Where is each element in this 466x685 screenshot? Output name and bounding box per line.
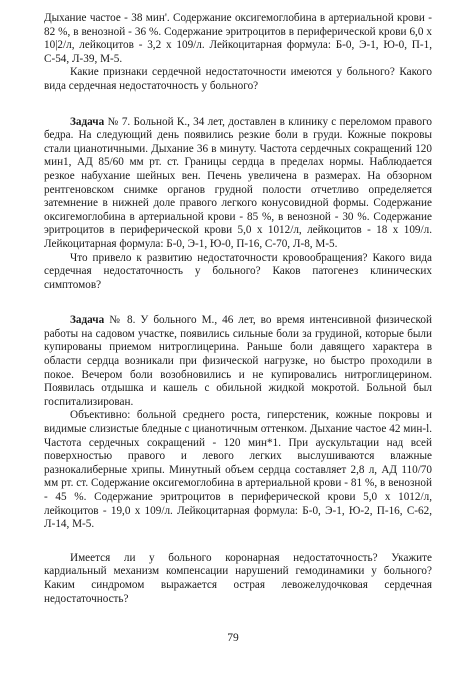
document-page [44, 12, 432, 606]
task-7-number: № 7. [107, 115, 131, 128]
page-number: 79 [227, 632, 239, 644]
task-7-question: Что привело к развитию недостаточности кровообращения? Какого вида сердечная недостаточность у больного? Каков патогенез клинических симптомов? [44, 251, 432, 291]
task-8-question: Имеется ли у больного коронарная недостаточность? Укажите кардиальный механизм компенсации нарушений гемодинамики у больного? Каким синдромом выражается острая левожелудочковая сердечная недостаточность? [44, 551, 432, 605]
task-7-label: Задача [70, 115, 105, 128]
spacer [44, 532, 432, 552]
spacer [44, 292, 432, 314]
task-7-paragraph [44, 116, 432, 252]
continuation-question: Какие признаки сердечной недостаточности имеются у больного? Какого вида сердечная недостаточность у больного? [44, 66, 432, 92]
continuation-paragraph: Дыхание частое - 38 мин'. Содержание оксигемоглобина в артериальной крови - 82 %, в венозной - 36 %. Содержание эритроцитов в периферической крови 6,0 х 10|2/л, лейкоцитов - 3,2 х 109/л. Лейкоцитарная формула: Б-0, Э-1, Ю-0, П-1, С-54, Л-39, М-5. [44, 12, 432, 65]
task-8-label: Задача [70, 314, 105, 327]
task-8-number: № 8. [109, 314, 136, 327]
task-7-text: Больной К., 34 лет, доставлен в клинику с переломом правого бедра. На следующий день появились резкие боли в груди. Кожные покровы стали цианотичными. Дыхание 36 в минуту. Частота сердечных сокращений 120 мин1, АД 85/60 мм рт. ст. Границы сердца в пределах нормы. Наблюдается резкое набухание шейных вен. Печень увеличена в размерах. На обзорном рентгеновском снимке органов грудной полости отчетливо определяется затемнение в нижней доле правого легкого конусовидной формы. Содержание оксигемоглобина в артериальной крови - 85 %, в венозной - 30 %. Содержание эритроцитов в периферической крови 5,0 х 1012/л, лейкоцитов - 18 х 109/л. Лейкоцитарная формула: Б-0, Э-1, Ю-0, П-16, С-70, Л-8, М-5. [44, 115, 433, 250]
task-8-objective: Объективно: больной среднего роста, гиперстеник, кожные покровы и видимые слизистые бледные с цианотичным оттенком. Дыхание частое 42 мин-l. Частота сердечных сокращений - 120 мин*1. При аускультации над всей поверхностью правого и левого легких выслушиваются влажные разнокалиберные хрипы. Минутный объем сердца составляет 2,8 л, АД 110/70 мм рт. ст. Содержание оксигемоглобина в артериальной крови - 81 %, в венозной - 45 %. Содержание эритроцитов в периферической крови 5,0 х 1012/л, лейкоцитов - 19,0 х 109/л. Лейкоцитарная формула: Б-0, Э-1, Ю-2, П-16, С-62, Л-14, М-5. [44, 409, 432, 531]
task-8-paragraph [44, 314, 432, 409]
spacer [44, 94, 432, 116]
task-8-text: У больного М., 46 лет, во время интенсивной физической работы на садовом участке, появились сильные боли за грудиной, которые были купированы приемом нитроглицерина. Раньше боли давящего характера в области сердца возникали при физической нагрузке, но быстро проходили в покое. Вечером боли возобновились и не купировались нитроглицерином. Появилась отдышка и кашель с обильной жидкой мокротой. Больной был госпитализирован. [44, 314, 433, 408]
